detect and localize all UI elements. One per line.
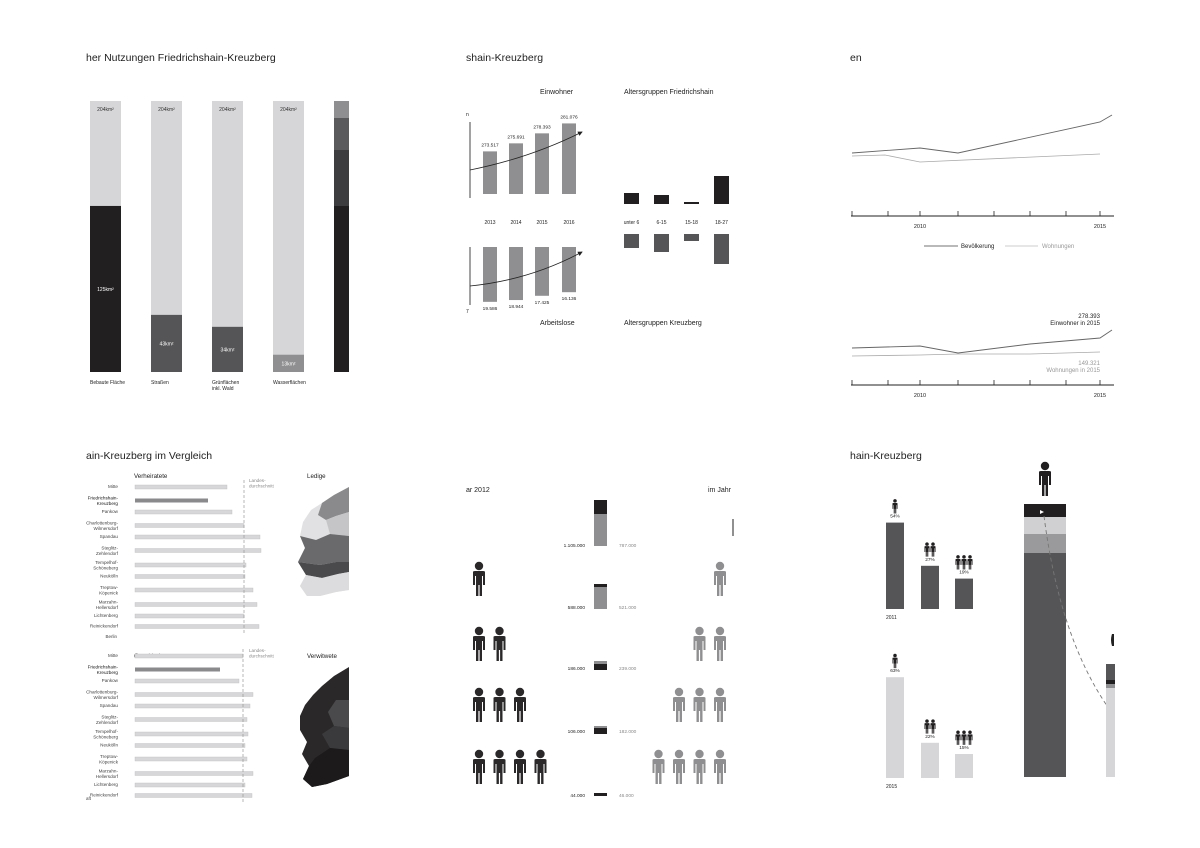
tick-2010-bottom: 2010 xyxy=(913,393,927,399)
year-2011: 2011 xyxy=(886,615,897,621)
tick-2015-bottom: 2015 xyxy=(1093,393,1107,399)
einwohner-value: 273.517 xyxy=(481,143,499,149)
year-2015: 2015 xyxy=(886,784,898,790)
person-icon xyxy=(473,750,485,784)
alter-k-title: Altersgruppen Kreuzberg xyxy=(624,320,702,327)
age-kreuzberg-bars xyxy=(624,234,729,264)
ledige-title: Ledige xyxy=(307,473,326,480)
pct-2015: 15% xyxy=(959,746,969,751)
total-label: 204km² xyxy=(219,107,236,113)
person-icon xyxy=(473,627,485,661)
district-bar xyxy=(135,654,243,658)
panel6-title: hain-Kreuzberg xyxy=(850,450,922,462)
person-icon xyxy=(473,688,485,722)
district-label: Lichtenberg xyxy=(93,782,118,787)
ledige-map xyxy=(298,487,349,596)
bar-2011 xyxy=(886,523,904,609)
person-icon xyxy=(694,627,706,661)
person-icon xyxy=(494,750,506,784)
reference-label: durchschnitt xyxy=(249,483,274,489)
person-icon xyxy=(494,688,506,722)
bar-total xyxy=(273,101,304,372)
bar-2015 xyxy=(886,677,904,778)
district-label: Wilmersdorf xyxy=(93,526,118,532)
district-label: Mitte xyxy=(108,484,118,489)
person-icon xyxy=(653,750,665,784)
person-icon xyxy=(714,627,726,661)
arbeitslose-title: Arbeitslose xyxy=(540,320,575,327)
stack-segment xyxy=(594,793,607,796)
tick-2015-top: 2015 xyxy=(1093,224,1107,230)
district-label: Charlottenburg- xyxy=(86,689,118,695)
right-value: 239.000 xyxy=(619,667,637,672)
left-value: 186.000 xyxy=(567,667,585,672)
category-label: Grünflächen xyxy=(212,380,240,386)
district-bar xyxy=(135,718,247,722)
einwohner-title: Einwohner xyxy=(540,89,574,96)
verwitwete-map xyxy=(300,667,349,787)
arbeitslose-value: 19.586 xyxy=(482,306,498,312)
person-icon xyxy=(924,542,929,556)
person-icon xyxy=(892,499,897,513)
ann-population-label: Einwohner in 2015 xyxy=(1050,321,1100,327)
left-value: 588.000 xyxy=(567,606,585,611)
district-label: Köpenick xyxy=(99,759,118,765)
person-icon xyxy=(535,750,547,784)
bar-2015 xyxy=(955,754,973,778)
person-icon xyxy=(514,688,526,722)
district-bar xyxy=(135,510,232,514)
district-label: Köpenick xyxy=(99,590,118,596)
district-bar xyxy=(135,603,257,607)
district-label: Kreuzberg xyxy=(96,501,118,507)
total-label: 204km² xyxy=(280,107,297,113)
left-value: 106.000 xyxy=(567,730,585,735)
district-bar xyxy=(135,668,220,672)
person-icon xyxy=(961,555,966,569)
person-icon xyxy=(514,750,526,784)
value-label: 43km² xyxy=(159,341,174,348)
person-icon xyxy=(930,542,935,556)
district-label: Reinickendorf xyxy=(89,792,118,798)
district-bar xyxy=(135,783,245,787)
verheiratete-bars xyxy=(86,478,274,634)
district-label: Charlottenburg- xyxy=(86,520,118,526)
year-label: 2014 xyxy=(510,220,522,226)
left-cut-label-1: n xyxy=(466,112,469,118)
population-line-chart xyxy=(851,115,1114,250)
person-icon xyxy=(473,562,485,596)
arbeitslose-bar xyxy=(483,247,497,302)
stack-segment xyxy=(594,728,607,734)
district-bar xyxy=(135,732,248,736)
verwitwete-title: Verwitwete xyxy=(307,653,337,660)
district-label: Spandau xyxy=(99,703,118,708)
person-icon xyxy=(673,688,685,722)
district-label: Spandau xyxy=(99,534,118,539)
reference-label: Landes- xyxy=(249,648,266,653)
einwohner-bar xyxy=(509,143,523,194)
age-k-bar xyxy=(714,234,729,264)
district-bar xyxy=(135,575,245,579)
arbeitslose-bar xyxy=(509,247,523,300)
value-label: 125km² xyxy=(97,286,114,293)
stack-segment xyxy=(594,726,607,728)
age-f-bar xyxy=(624,193,639,204)
year-label: 2015 xyxy=(536,220,548,226)
age-k-bar xyxy=(684,234,699,241)
panel1-title: her Nutzungen Friedrichshain-Kreuzberg xyxy=(86,52,276,64)
legend-bev: Bevölkerung xyxy=(961,244,995,250)
left-cut-label-2: 7 xyxy=(466,309,469,315)
total-label: 204km² xyxy=(158,107,175,113)
right-value: 787.000 xyxy=(619,544,637,549)
age-k-bar xyxy=(624,234,639,248)
year-label: 2016 xyxy=(563,220,575,226)
tall-stacked-bar xyxy=(1024,504,1066,777)
bar-2011 xyxy=(955,579,973,609)
district-bar xyxy=(135,614,244,618)
panel2-title: shain-Kreuzberg xyxy=(466,52,544,64)
district-label: Steglitz- xyxy=(101,714,118,720)
district-label: Neukölln xyxy=(100,742,118,748)
stack-segment xyxy=(594,587,607,609)
district-bar xyxy=(135,535,260,539)
district-label: Friedrichshain- xyxy=(87,495,118,501)
bar-2015 xyxy=(921,743,939,778)
district-label: Hellersdorf xyxy=(95,774,118,780)
district-label: Friedrichshain- xyxy=(87,664,118,670)
person-icon xyxy=(967,731,972,745)
person-icon xyxy=(955,555,960,569)
district-label: Schöneberg xyxy=(93,734,118,740)
household-bars xyxy=(886,499,973,790)
left-value: 44.000 xyxy=(570,794,585,799)
person-icon xyxy=(714,688,726,722)
age-f-bar xyxy=(684,202,699,204)
category-label: inkl. Wald xyxy=(212,386,234,392)
einwohner-bars xyxy=(481,114,578,226)
district-label: Tempelhof- xyxy=(95,560,118,565)
bevoelkerung-line xyxy=(852,115,1112,153)
district-label: Mitte xyxy=(108,653,118,658)
district-bar xyxy=(135,563,246,567)
district-bar xyxy=(135,744,245,748)
einwohner-value: 281.076 xyxy=(560,115,578,121)
district-label: Tempelhof- xyxy=(95,729,118,734)
reference-label: Landes- xyxy=(249,478,266,483)
district-bar xyxy=(135,693,253,697)
person-icon xyxy=(694,688,706,722)
geschiedene-bars xyxy=(86,648,274,803)
district-label: Lichtenberg xyxy=(93,613,118,618)
cut-label: aft xyxy=(86,796,92,801)
district-bar xyxy=(135,485,227,489)
district-bar xyxy=(135,524,244,528)
person-icon xyxy=(673,750,685,784)
arbeitslose-bars xyxy=(483,247,577,312)
pct-2011: 27% xyxy=(925,557,935,563)
person-icon xyxy=(955,731,960,745)
age-label: 15-18 xyxy=(685,220,698,226)
district-label: Zehlendorf xyxy=(96,720,118,726)
person-icon xyxy=(967,555,972,569)
legend-woh: Wohnungen xyxy=(1042,244,1075,250)
value-label: 34km² xyxy=(220,347,235,354)
stack-segment xyxy=(594,584,607,587)
wohnungen-line xyxy=(852,154,1100,162)
panel3-title: en xyxy=(850,52,862,64)
panel5-title-right: im Jahr xyxy=(708,487,731,494)
district-bar xyxy=(135,588,253,592)
arbeitslose-value: 17.425 xyxy=(534,300,550,306)
person-icon xyxy=(961,731,966,745)
district-bar xyxy=(135,625,259,629)
einwohner-bar xyxy=(535,133,549,194)
arbeitslose-value: 18.944 xyxy=(508,305,524,311)
left-value: 1.105.000 xyxy=(563,544,585,549)
pct-2015: 22% xyxy=(925,734,935,740)
ann-housing-label: Wohnungen in 2015 xyxy=(1046,368,1100,374)
bevoelkerung-line-2 xyxy=(852,330,1112,353)
district-label: Neukölln xyxy=(100,573,118,579)
stacked-value-bars xyxy=(564,500,637,799)
alter-f-title: Altersgruppen Friedrichshain xyxy=(624,89,714,96)
person-icon xyxy=(494,627,506,661)
right-edge-bar xyxy=(1106,634,1115,777)
value-label: 13km² xyxy=(281,361,296,368)
person-icon xyxy=(930,719,935,733)
panel1-cutoff-bar xyxy=(334,101,349,372)
district-label: Treptow- xyxy=(100,585,118,590)
age-friedrichshain-bars xyxy=(624,176,729,226)
einwohner-value: 278.393 xyxy=(533,125,551,131)
tick-2010-top: 2010 xyxy=(913,224,927,230)
category-label: Wasserflächen xyxy=(273,380,306,386)
district-label: Pankow xyxy=(101,509,118,514)
panel4-title: ain-Kreuzberg im Vergleich xyxy=(86,450,213,462)
district-label: Wilmersdorf xyxy=(93,695,118,701)
right-value: 46.000 xyxy=(619,794,634,799)
population-line-chart-2 xyxy=(851,314,1114,399)
age-f-bar xyxy=(654,195,669,204)
district-label: Pankow xyxy=(101,678,118,683)
district-label: Marzahn- xyxy=(98,599,118,605)
land-use-bars xyxy=(90,101,306,392)
arbeitslose-bar xyxy=(562,247,576,292)
ann-housing-value: 149.321 xyxy=(1078,361,1100,367)
right-value: 182.000 xyxy=(619,730,637,735)
category-label: Bebaute Fläche xyxy=(90,380,126,386)
district-bar xyxy=(135,772,253,776)
category-label: Straßen xyxy=(151,380,169,386)
verheiratete-title: Verheiratete xyxy=(134,473,168,480)
panel5-title: ar 2012 xyxy=(466,487,490,494)
pct-2015: 63% xyxy=(890,669,900,675)
year-label: 2013 xyxy=(484,220,496,226)
district-bar xyxy=(135,549,261,553)
einwohner-bar xyxy=(483,151,497,194)
wohnungen-line-2 xyxy=(852,352,1100,356)
stack-segment xyxy=(594,514,607,546)
pct-2011: 54% xyxy=(890,514,900,520)
bar-2011 xyxy=(921,566,939,609)
age-label: unter 6 xyxy=(623,220,640,226)
person-icon xyxy=(892,654,897,668)
district-bar xyxy=(135,794,252,798)
district-label: Zehlendorf xyxy=(96,551,118,557)
district-label: Marzahn- xyxy=(98,768,118,774)
person-icon xyxy=(694,750,706,784)
person-icon xyxy=(924,719,929,733)
district-label: Kreuzberg xyxy=(96,670,118,676)
ann-population-value: 278.393 xyxy=(1078,314,1100,320)
age-k-bar xyxy=(654,234,669,252)
stack-segment xyxy=(594,661,607,664)
age-label: 18-27 xyxy=(715,220,728,226)
district-label: Hellersdorf xyxy=(95,605,118,611)
x-ticks-bottom xyxy=(852,380,1100,385)
district-bar xyxy=(135,704,250,708)
district-label: Schöneberg xyxy=(93,565,118,571)
person-icon xyxy=(714,750,726,784)
x-ticks-top xyxy=(852,211,1100,216)
district-label: Treptow- xyxy=(100,754,118,759)
district-label: Reinickendorf xyxy=(89,623,118,629)
age-f-bar xyxy=(714,176,729,204)
total-label: 204km² xyxy=(97,107,114,113)
district-label: Steglitz- xyxy=(101,545,118,551)
district-bar xyxy=(135,499,208,503)
district-bar xyxy=(135,679,239,683)
age-label: 6-15 xyxy=(656,220,667,226)
right-value: 521.000 xyxy=(619,606,637,611)
arbeitslose-value: 16.136 xyxy=(561,297,577,303)
person-icon xyxy=(714,562,726,596)
stack-segment xyxy=(594,664,607,670)
stack-segment xyxy=(594,500,607,514)
einwohner-value: 275.691 xyxy=(507,135,525,141)
einwohner-bar xyxy=(562,123,576,194)
reference-label: durchschnitt xyxy=(249,653,274,659)
top-person-icon xyxy=(1039,462,1051,496)
district-bar xyxy=(135,757,247,761)
berlin-label: Berlin xyxy=(105,634,117,639)
pct-2011: 19% xyxy=(959,570,969,576)
